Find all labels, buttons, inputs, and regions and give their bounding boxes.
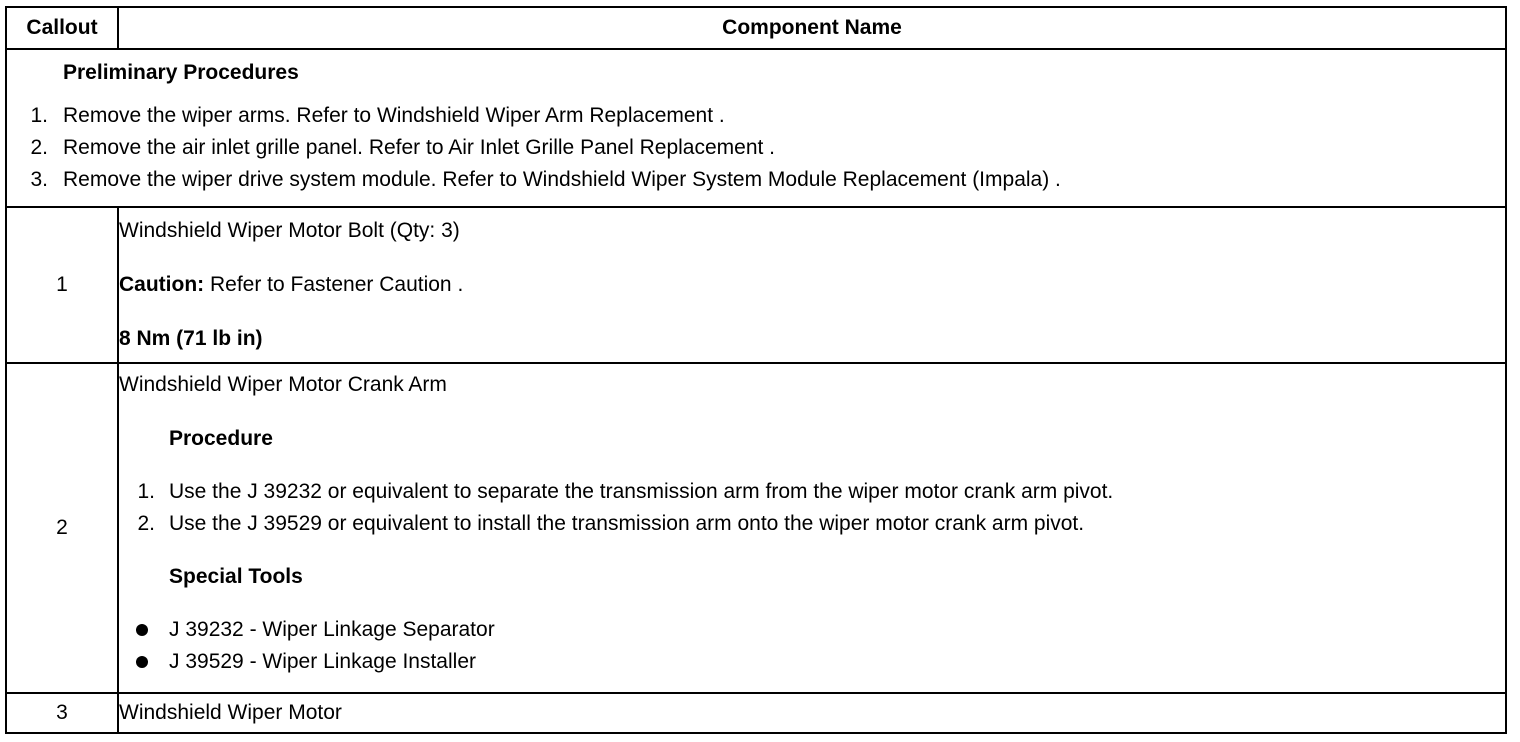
step-text: Remove the wiper drive system module. Refer to Windshield Wiper System Module Replacement (Impala) . bbox=[63, 168, 1061, 191]
step-number: 2. bbox=[30, 136, 48, 159]
callout-number: 2 bbox=[6, 363, 118, 693]
step-number: 1. bbox=[137, 480, 155, 504]
tool-text: J 39529 - Wiper Linkage Installer bbox=[169, 650, 476, 674]
procedure-title: Procedure bbox=[169, 427, 273, 451]
component-cell bbox=[118, 207, 1506, 364]
step-text: Remove the wiper arms. Refer to Windshield Wiper Arm Replacement . bbox=[63, 104, 725, 127]
step-number: 3. bbox=[30, 168, 48, 191]
preliminary-cell bbox=[6, 49, 1506, 207]
header-row bbox=[6, 7, 1506, 49]
step-number: 2. bbox=[137, 512, 155, 536]
preliminary-step bbox=[7, 132, 1505, 164]
callout-header: Callout bbox=[6, 7, 118, 49]
table-row bbox=[6, 207, 1506, 364]
callout-number: 3 bbox=[6, 693, 118, 733]
preliminary-steps bbox=[7, 100, 1505, 196]
caution-line bbox=[119, 272, 1505, 298]
step-number: 1. bbox=[30, 104, 48, 127]
tool-item bbox=[119, 614, 1505, 646]
caution-label: Caution: bbox=[119, 272, 205, 296]
bullet-icon bbox=[136, 624, 148, 636]
tool-item bbox=[119, 646, 1505, 678]
component-name-header: Component Name bbox=[118, 7, 1506, 49]
step-text: Remove the air inlet grille panel. Refer to Air Inlet Grille Panel Replacement . bbox=[63, 136, 776, 159]
callout-number: 1 bbox=[6, 207, 118, 364]
tool-text: J 39232 - Wiper Linkage Separator bbox=[169, 618, 495, 642]
preliminary-step bbox=[7, 100, 1505, 132]
procedure-step bbox=[119, 476, 1505, 508]
component-table bbox=[5, 6, 1507, 734]
table-row bbox=[6, 693, 1506, 733]
component-cell bbox=[118, 693, 1506, 733]
bullet-icon bbox=[136, 656, 148, 668]
step-text: Use the J 39529 or equivalent to install the transmission arm onto the wiper motor crank arm pivot. bbox=[169, 512, 1085, 536]
component-name: Windshield Wiper Motor Crank Arm bbox=[119, 373, 447, 397]
component-name: Windshield Wiper Motor Bolt (Qty: 3) bbox=[119, 218, 460, 242]
special-tools-title: Special Tools bbox=[169, 565, 303, 589]
preliminary-title: Preliminary Procedures bbox=[63, 61, 299, 84]
procedure-steps bbox=[119, 476, 1505, 540]
step-text: Use the J 39232 or equivalent to separate the transmission arm from the wiper motor crank arm pivot. bbox=[169, 480, 1114, 504]
torque-spec: 8 Nm (71 lb in) bbox=[119, 326, 263, 350]
component-name: Windshield Wiper Motor bbox=[119, 701, 342, 724]
preliminary-step bbox=[7, 164, 1505, 196]
procedure-step bbox=[119, 508, 1505, 540]
table-row bbox=[6, 363, 1506, 693]
special-tools-list bbox=[119, 614, 1505, 678]
component-cell bbox=[118, 363, 1506, 693]
preliminary-row bbox=[6, 49, 1506, 207]
caution-text: Refer to Fastener Caution . bbox=[204, 272, 464, 296]
